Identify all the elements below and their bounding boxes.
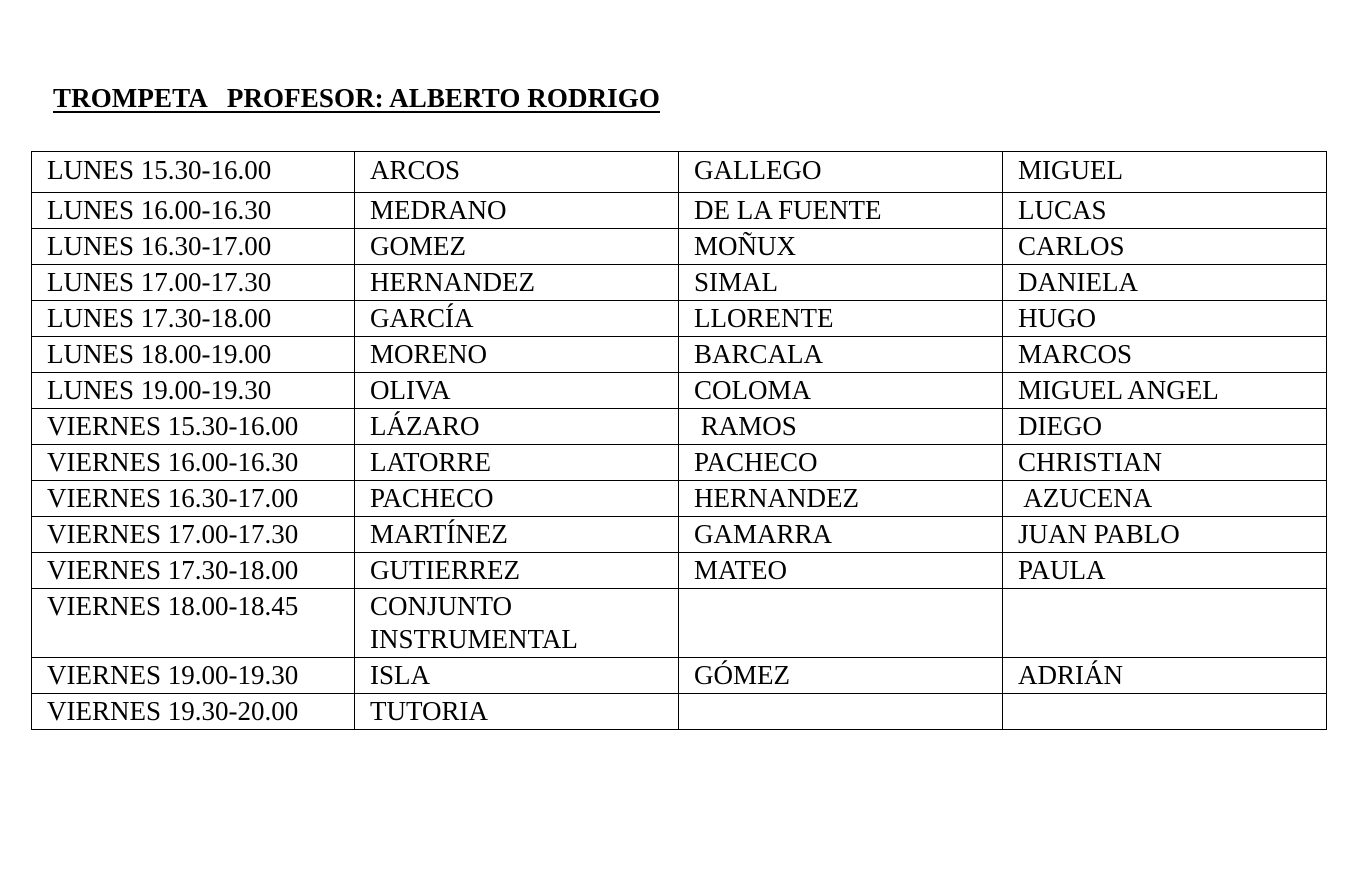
- first-name-cell: MARCOS: [1003, 337, 1327, 373]
- surname-cell: MEDRANO: [355, 193, 679, 229]
- table-row: [32, 301, 1327, 337]
- second-surname-cell: HERNANDEZ: [679, 481, 1003, 517]
- time-slot-cell: VIERNES 18.00-18.45: [32, 589, 355, 658]
- table-row: [32, 193, 1327, 229]
- document-title: TROMPETA PROFESOR: ALBERTO RODRIGO: [53, 83, 660, 113]
- surname-cell: GOMEZ: [355, 229, 679, 265]
- surname-cell: ISLA: [355, 658, 679, 694]
- table-row: [32, 553, 1327, 589]
- surname-cell: GARCÍA: [355, 301, 679, 337]
- first-name-cell: HUGO: [1003, 301, 1327, 337]
- schedule-body: [32, 152, 1327, 730]
- table-row: [32, 337, 1327, 373]
- first-name-cell: LUCAS: [1003, 193, 1327, 229]
- table-row: [32, 409, 1327, 445]
- second-surname-cell: DE LA FUENTE: [679, 193, 1003, 229]
- first-name-cell: MIGUEL: [1003, 152, 1327, 193]
- surname-cell: LÁZARO: [355, 409, 679, 445]
- second-surname-cell: MOÑUX: [679, 229, 1003, 265]
- time-slot-cell: LUNES 16.30-17.00: [32, 229, 355, 265]
- surname-cell: ARCOS: [355, 152, 679, 193]
- second-surname-cell: SIMAL: [679, 265, 1003, 301]
- surname-cell: OLIVA: [355, 373, 679, 409]
- second-surname-cell: PACHECO: [679, 445, 1003, 481]
- time-slot-cell: LUNES 16.00-16.30: [32, 193, 355, 229]
- second-surname-cell: [679, 694, 1003, 730]
- time-slot-cell: LUNES 19.00-19.30: [32, 373, 355, 409]
- surname-cell: TUTORIA: [355, 694, 679, 730]
- first-name-cell: CARLOS: [1003, 229, 1327, 265]
- second-surname-cell: MATEO: [679, 553, 1003, 589]
- time-slot-cell: LUNES 17.00-17.30: [32, 265, 355, 301]
- time-slot-cell: VIERNES 19.30-20.00: [32, 694, 355, 730]
- second-surname-cell: [679, 589, 1003, 658]
- table-row: [32, 265, 1327, 301]
- schedule-table: [31, 151, 1327, 730]
- surname-cell: PACHECO: [355, 481, 679, 517]
- time-slot-cell: VIERNES 17.00-17.30: [32, 517, 355, 553]
- table-row: [32, 694, 1327, 730]
- time-slot-cell: LUNES 17.30-18.00: [32, 301, 355, 337]
- surname-cell: MARTÍNEZ: [355, 517, 679, 553]
- surname-cell: LATORRE: [355, 445, 679, 481]
- table-row: [32, 152, 1327, 193]
- time-slot-cell: LUNES 15.30-16.00: [32, 152, 355, 193]
- time-slot-cell: VIERNES 16.30-17.00: [32, 481, 355, 517]
- first-name-cell: DANIELA: [1003, 265, 1327, 301]
- first-name-cell: CHRISTIAN: [1003, 445, 1327, 481]
- first-name-cell: [1003, 589, 1327, 658]
- first-name-cell: PAULA: [1003, 553, 1327, 589]
- time-slot-cell: VIERNES 15.30-16.00: [32, 409, 355, 445]
- surname-cell: HERNANDEZ: [355, 265, 679, 301]
- second-surname-cell: RAMOS: [679, 409, 1003, 445]
- surname-cell: GUTIERREZ: [355, 553, 679, 589]
- second-surname-cell: COLOMA: [679, 373, 1003, 409]
- surname-cell: CONJUNTO INSTRUMENTAL: [355, 589, 679, 658]
- first-name-cell: JUAN PABLO: [1003, 517, 1327, 553]
- first-name-cell: [1003, 694, 1327, 730]
- time-slot-cell: VIERNES 17.30-18.00: [32, 553, 355, 589]
- first-name-cell: ADRIÁN: [1003, 658, 1327, 694]
- surname-cell: MORENO: [355, 337, 679, 373]
- second-surname-cell: GALLEGO: [679, 152, 1003, 193]
- table-row: [32, 229, 1327, 265]
- second-surname-cell: GÓMEZ: [679, 658, 1003, 694]
- first-name-cell: DIEGO: [1003, 409, 1327, 445]
- second-surname-cell: GAMARRA: [679, 517, 1003, 553]
- table-row: [32, 481, 1327, 517]
- first-name-cell: AZUCENA: [1003, 481, 1327, 517]
- second-surname-cell: LLORENTE: [679, 301, 1003, 337]
- table-row: [32, 589, 1327, 658]
- time-slot-cell: VIERNES 16.00-16.30: [32, 445, 355, 481]
- second-surname-cell: BARCALA: [679, 337, 1003, 373]
- table-row: [32, 658, 1327, 694]
- table-row: [32, 445, 1327, 481]
- time-slot-cell: VIERNES 19.00-19.30: [32, 658, 355, 694]
- table-row: [32, 373, 1327, 409]
- first-name-cell: MIGUEL ANGEL: [1003, 373, 1327, 409]
- time-slot-cell: LUNES 18.00-19.00: [32, 337, 355, 373]
- table-row: [32, 517, 1327, 553]
